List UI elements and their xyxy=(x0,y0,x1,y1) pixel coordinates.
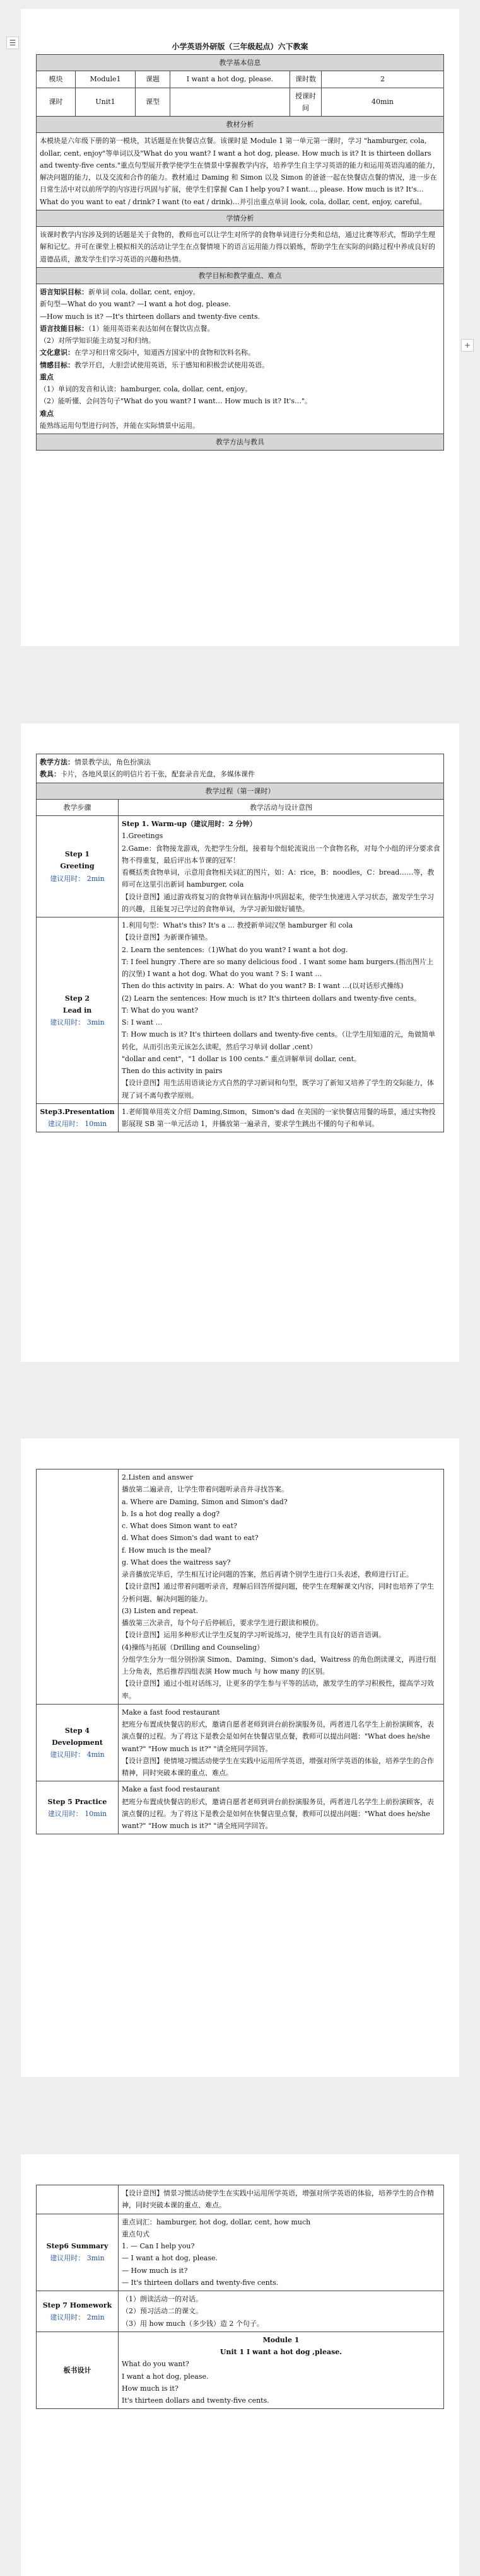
board-title-module: Module 1 xyxy=(262,2335,300,2344)
activity-line: 录音播放完毕后，学生相互讨论问题的答案，然后再请个别学生进行口头表述，教师进行订正。 xyxy=(122,1570,413,1578)
objective-text: （2）能听懂、会问答句子"What do you want? I want… How much is it? It's…"。 xyxy=(40,397,312,406)
activity-line: f. How much is the meal? xyxy=(122,1546,211,1555)
objective-line xyxy=(40,395,440,407)
step5-activity xyxy=(119,1781,444,1834)
step-time: 建议用时： 10min xyxy=(47,1120,107,1128)
objective-line xyxy=(40,323,440,335)
step4-cell xyxy=(37,1704,119,1781)
activity-line: b. Is a hot dog really a dog? xyxy=(122,1509,220,1518)
objective-text: 能熟练运用句型进行问答，并能在实际情景中运用。 xyxy=(40,421,199,430)
add-icon[interactable]: + xyxy=(461,339,474,352)
step-time: 建议用时： 3min xyxy=(50,1018,105,1026)
objective-text: （1）单词的发音和认读：hamburger, cola, dollar, cent, enjoy。 xyxy=(40,385,252,393)
tools-label: 教具： xyxy=(40,770,61,779)
methods-cell xyxy=(37,754,444,783)
method-label: 教学方法： xyxy=(40,758,74,766)
step7-time: 建议用时： 2min xyxy=(50,2313,105,2321)
material-text: 本模块是六年级下册的第一模块，其话题是在快餐店点餐。该课时是 Module 1 第一单元第一课时，学习 "hamburger, cola, dollar, cent, enjoy"等单词以及"What do you want? I want a hot dog, please. How much is it? It is thirteen dollars and twenty-five cents."重点句型展开教学使学生在情景中掌握教学内容，培养学生自主学习英语的能力和运用英语沟通的能力，解决问题的能力，以及交流和合作的能力。教材通过 Daming 和 Simon 以及 Simon 的爸爸一起在快餐店点餐的情况，进一步在日常生活中对以前所学的内容进行巩固与扩展，使学生们掌握 Can I help you? I want…, please. How much is it? It's… What do you want to eat / drink? I want (to eat / drink)…并引出重点单词 look, cola, dollar, cent, enjoy, careful。 xyxy=(37,133,444,210)
step-activity-line: T: What do you want? xyxy=(122,1006,198,1015)
step-activity-line: "dollar and cent"，"1 dollar is 100 cents." 重点讲解单词 dollar, cent。 xyxy=(122,1054,361,1063)
duration-label: 授课时间 xyxy=(290,88,322,117)
step-activity-line: T: How much is it? It's thirteen dollars and twenty-five cents。（让学生用知道的元，角做简单转化，从而引出美元该怎么读呢，然后学习单词 dollar ,cent） xyxy=(122,1030,436,1051)
step6-line: 重点词汇：hamburger, hot dog, dollar, cent, how much xyxy=(122,2217,311,2226)
step5-continued-step-cell xyxy=(37,2185,119,2214)
activity-line: 播放第二遍录音，让学生带着问题听录音并寻找答案。 xyxy=(122,1485,288,1494)
step7-cell xyxy=(37,2291,119,2332)
methods-heading: 教学方法与教具 xyxy=(37,434,444,451)
method-text: 情景教学法，角色扮演法 xyxy=(74,758,151,766)
step-row xyxy=(37,917,444,1104)
step-activity-line: 2. Learn the sentences:（1)What do you want? I want a hot dog. xyxy=(122,945,348,954)
step-cell xyxy=(37,917,119,1104)
objective-label: 语言技能目标： xyxy=(40,324,88,333)
board-line: How much is it? xyxy=(122,2384,179,2393)
objective-line xyxy=(40,383,440,395)
basic-info-table xyxy=(36,54,444,451)
page-1-content xyxy=(36,39,444,451)
module-label: 模块 xyxy=(37,71,76,88)
step-time: 建议用时： 2min xyxy=(50,874,105,883)
step5-line: 把班分布置成快餐店的形式，邀请自愿者老师到讲台前扮演服务员，两者进几名学生上前扮演顾客，表演点餐的过程。为了将这下是教会是如何在快餐店里点餐，教师可以提出问题："What does he/she want?" "How much is it?" "请全班同学回答。 xyxy=(122,1797,434,1830)
step4-line: 【设计意图】使情境习惯活动使学生在实践中运用所学英语，增强对所学英语的体验，培养学生的合作精神，同时突破本课的重点、难点。 xyxy=(122,1756,434,1777)
step-activity-line: (2) Learn the sentences: How much is it? It's thirteen dollars and twenty-five cents。 xyxy=(122,994,421,1003)
type-value xyxy=(170,88,290,117)
board-line: I want a hot dog, please. xyxy=(122,2372,209,2381)
step5-line: Make a fast food restaurant xyxy=(122,1785,220,1794)
step5-cell xyxy=(37,1781,119,1834)
col-activity-header: 教学活动与设计意图 xyxy=(119,799,444,815)
step6-line: — How much is it? xyxy=(122,2266,188,2275)
process-table xyxy=(36,754,444,1132)
material-heading: 教材分析 xyxy=(37,117,444,133)
step4-line: 把班分布置成快餐店的形式，邀请自愿者老师到讲台前扮演服务员，两者进几名学生上前扮演顾客，表演点餐的过程。为了将这下是教会是如何在快餐店里点餐，教师可以提出问题："What does he/she want?" "How much is it?" "请全班同学回答。 xyxy=(122,1720,434,1753)
step6-cell xyxy=(37,2214,119,2291)
learner-text: 该课时教学内容涉及到的话题是关于食物的，教师也可以让学生对所学的食物单词进行分类和总结，通过比赛等形式，帮助学生理解和记忆。并可在课堂上模拟相关的活动让学生在点餐情境下的语言运用能力得以锻炼，帮助学生在实际的问路过程中养成良好的道德品质，激发学生们学习英语的兴趣和热情。 xyxy=(37,227,444,268)
document-page-2 xyxy=(21,723,459,1362)
activity-line: 播放第三次录音，每个句子后停顿后，要求学生进行跟读和模仿。 xyxy=(122,1619,323,1627)
step-activity-line: S: I want … xyxy=(122,1018,163,1026)
objective-text: —How much is it? —It's thirteen dollars and twenty-five cents. xyxy=(40,312,260,321)
document-title: 小学英语外研版（三年级起点）六下教案 xyxy=(172,42,308,51)
step-activity xyxy=(119,816,444,917)
objective-line xyxy=(40,347,440,359)
objective-label: 情感目标： xyxy=(40,360,74,369)
objective-text: 新句型—What do you want? —I want a hot dog, please. xyxy=(40,300,231,309)
module-value: Module1 xyxy=(76,71,136,88)
step-activity-line: Then do this activity in pairs xyxy=(122,1067,223,1075)
objectives-heading: 教学目标和教学重点、难点 xyxy=(37,267,444,284)
objectives-cell xyxy=(37,284,444,434)
step6-line: 重点句式 xyxy=(122,2229,149,2238)
col-step-header: 教学步骤 xyxy=(37,799,119,815)
objective-label: 文化意识： xyxy=(40,348,74,357)
step6-line: 1. — Can I help you? xyxy=(122,2242,195,2250)
step6-activity xyxy=(119,2214,444,2291)
step5-name: Step 5 Practice xyxy=(47,1797,107,1806)
objective-text: 教学开启，大胆尝试使用英语，乐于感知和积极尝试使用英语。 xyxy=(74,360,269,369)
step-activity-line: 【设计意图】用生活用语谈论方式自然的学习新词和句型，既学习了新知又培养了学生的交际能力，体现了词不离句教学原则。 xyxy=(122,1079,434,1100)
objective-label: 难点 xyxy=(40,409,54,418)
document-page-1 xyxy=(21,9,459,646)
process-table-end xyxy=(36,2185,444,2409)
document-page-4 xyxy=(21,2154,459,2576)
step-name: Step 2 xyxy=(64,994,90,1003)
step-activity-line: Then do this activity in pairs. A：What do you want? B: I want …(以对话形式操练) xyxy=(122,982,404,991)
page-2-content xyxy=(36,754,444,1132)
step-activity-line: 1.老师简单用英文介绍 Daming,Simon，Simon's dad 在美国的一家快餐店用餐的场景，通过实物投影展现 SB 第一单元活动 1，并播放第一遍录音，要求学生跳出不懂的句子和单词。 xyxy=(122,1107,436,1128)
step-activity-line: 1.Greetings xyxy=(122,832,163,841)
step4-time: 建议用时： 4min xyxy=(50,1751,105,1759)
step4-line: Make a fast food restaurant xyxy=(122,1708,220,1716)
objective-line xyxy=(40,335,440,347)
class-label: 课时 xyxy=(37,88,76,117)
step7-activity xyxy=(119,2291,444,2332)
page-3-content xyxy=(36,1469,444,1834)
periods-value: 2 xyxy=(322,71,444,88)
step-sub: Greeting xyxy=(60,862,95,871)
activity-line: (4)操练与拓展（Drilling and Counseling） xyxy=(122,1643,264,1652)
activity-line: (3) Listen and repeat. xyxy=(122,1606,199,1615)
class-value: Unit1 xyxy=(76,88,136,117)
objective-line xyxy=(40,408,440,420)
step-activity xyxy=(119,917,444,1104)
objective-line xyxy=(40,298,440,310)
step-cell xyxy=(37,816,119,917)
step-cell xyxy=(37,1103,119,1132)
type-label: 课型 xyxy=(136,88,170,117)
activity-line: 【设计意图】运用多种形式让学生反复的学习听说练习，使学生具有良好的语音语调。 xyxy=(122,1631,385,1640)
objective-line xyxy=(40,420,440,432)
board-title-unit: Unit 1 I want a hot dog ,please. xyxy=(220,2348,342,2356)
step4-name: Step 4 Development xyxy=(52,1726,103,1747)
duration-value: 40min xyxy=(322,88,444,117)
board-lines xyxy=(122,2358,440,2406)
activity-line: a. Where are Daming, Simon and Simon's dad? xyxy=(122,1497,288,1506)
step-activity-line: 看概括类食物单词，示意用食物相关词汇的图片，如：A：rice，B：noodles，C：bread……等，教师可在这里引出新词 hamburger, cola xyxy=(122,868,435,889)
board-line: It's thirteen dollars and twenty-five cents. xyxy=(122,2396,269,2405)
step5-design-intent: 【设计意图】情景习惯活动使学生在实践中运用所学英语，增强对所学英语的体验，培养学生的合作精神，同时突破本课的重点、难点。 xyxy=(119,2185,444,2214)
board-design-cell xyxy=(119,2332,444,2409)
activity-line: d. What does Simon's dad want to eat? xyxy=(122,1534,259,1543)
step7-line: （2）预习活动二的课文。 xyxy=(122,2307,202,2316)
process-table-continued xyxy=(36,1469,444,1834)
step3-continued-activity xyxy=(119,1469,444,1705)
objective-line xyxy=(40,359,440,371)
menu-icon[interactable]: ☰ xyxy=(6,37,19,49)
document-page-3 xyxy=(21,1439,459,2077)
step-sub: Lead in xyxy=(62,1006,92,1015)
step4-activity xyxy=(119,1704,444,1781)
process-steps xyxy=(37,816,444,1132)
step6-time: 建议用时： 3min xyxy=(50,2254,105,2263)
step-row xyxy=(37,1103,444,1132)
step5-time: 建议用时： 10min xyxy=(47,1809,107,1818)
objectives-lines xyxy=(40,286,440,432)
basic-info-heading: 教学基本信息 xyxy=(37,55,444,71)
process-heading: 教学过程（第一课时） xyxy=(37,783,444,799)
step-name: Step3.Presentation xyxy=(40,1107,115,1116)
step6-name: Step6 Summary xyxy=(46,2242,108,2250)
objective-text: 新单词 cola, dollar, cent, enjoy。 xyxy=(88,288,200,296)
lesson-label: 课题 xyxy=(136,71,170,88)
step7-name: Step 7 Homework xyxy=(42,2301,112,2309)
learner-heading: 学情分析 xyxy=(37,210,444,226)
lesson-value: I want a hot dog, please. xyxy=(170,71,290,88)
periods-label: 课时数 xyxy=(290,71,322,88)
step6-line: — I want a hot dog, please. xyxy=(122,2254,218,2263)
objective-text: 在学习和日常交际中，知道西方国家中的食物和饮料名称。 xyxy=(74,348,255,357)
step7-line: （3）用 how much（多少钱）造 2 个句子。 xyxy=(122,2319,264,2328)
objective-line xyxy=(40,286,440,298)
objective-line xyxy=(40,311,440,323)
tools-text: 卡片，各地风景区的明信片若干张，配套录音光盘，多媒体课件 xyxy=(61,770,255,779)
activity-line: 分组学生分为一组分别扮演 Simon、Daming、Simon's dad，Waitress 的角色朗读课文，再进行组上分角表，然后推荐四组表演 How much 与 how many 的区别。 xyxy=(122,1655,436,1676)
step-activity-line: 2.Game：食物接龙游戏，先把学生分组，接着每个组轮流说出一个食物名称，对每个小组的评分要求食物不得重复，最后评出本节课的冠军！ xyxy=(122,844,440,865)
step6-line: — It's thirteen dollars and twenty-five cents. xyxy=(122,2278,279,2287)
step-activity-line: 【设计意图】为新课作铺垫。 xyxy=(122,933,212,942)
step7-line: （1）朗读活动一的对话。 xyxy=(122,2295,202,2303)
board-design-label: 板书设计 xyxy=(37,2332,119,2409)
activity-line: 【设计意图】通过小组对话练习，让更多的学生参与平等的活动，激发学生的学习积极性，提高学习效率。 xyxy=(122,1679,434,1700)
step-activity-title: Step 1. Warm-up（建议用时：2 分钟） xyxy=(122,820,257,828)
activity-line: 2.Listen and answer xyxy=(122,1473,194,1481)
objective-line xyxy=(40,371,440,383)
objective-text: （2）对所学知识能主动复习和归纳。 xyxy=(40,336,155,345)
activity-line: 【设计意图】通过带着问题听录音，理解后回答所提问题，使学生在理解课文内容，同时也培养了学生分析问题、解决问题的能力。 xyxy=(122,1582,434,1603)
step-activity xyxy=(119,1103,444,1132)
board-line: What do you want? xyxy=(122,2360,189,2369)
activity-line: g. What does the waitress say? xyxy=(122,1558,231,1567)
step-activity-line: 1.利用句型：What's this? It's a … 教授新单词汉堡 hamburger 和 cola xyxy=(122,921,353,929)
page-4-content xyxy=(36,2185,444,2409)
step-activity-line: T: I feel hungry .There are so many delicious food . I want some ham burgers.(指出图片上的汉堡) I want a hot dog. What do you want ? S: I want … xyxy=(122,957,434,978)
objective-label: 重点 xyxy=(40,372,54,381)
step-name: Step 1 xyxy=(64,850,90,859)
step3-continued-step-cell xyxy=(37,1469,119,1705)
step-activity-line: 【设计意图】通过游戏将复习的食物单词在脑海中巩固起来，使学生快速进入学习状态，激发学生学习的兴趣，且能复习已学过的食物单词，为学习新知做好铺垫。 xyxy=(122,892,434,913)
activity-line: c. What does Simon want to eat? xyxy=(122,1522,237,1530)
objective-label: 语言知识目标： xyxy=(40,288,88,296)
step-row xyxy=(37,816,444,917)
objective-text: （1）能用英语来表达如何在餐饮店点餐。 xyxy=(88,324,214,333)
